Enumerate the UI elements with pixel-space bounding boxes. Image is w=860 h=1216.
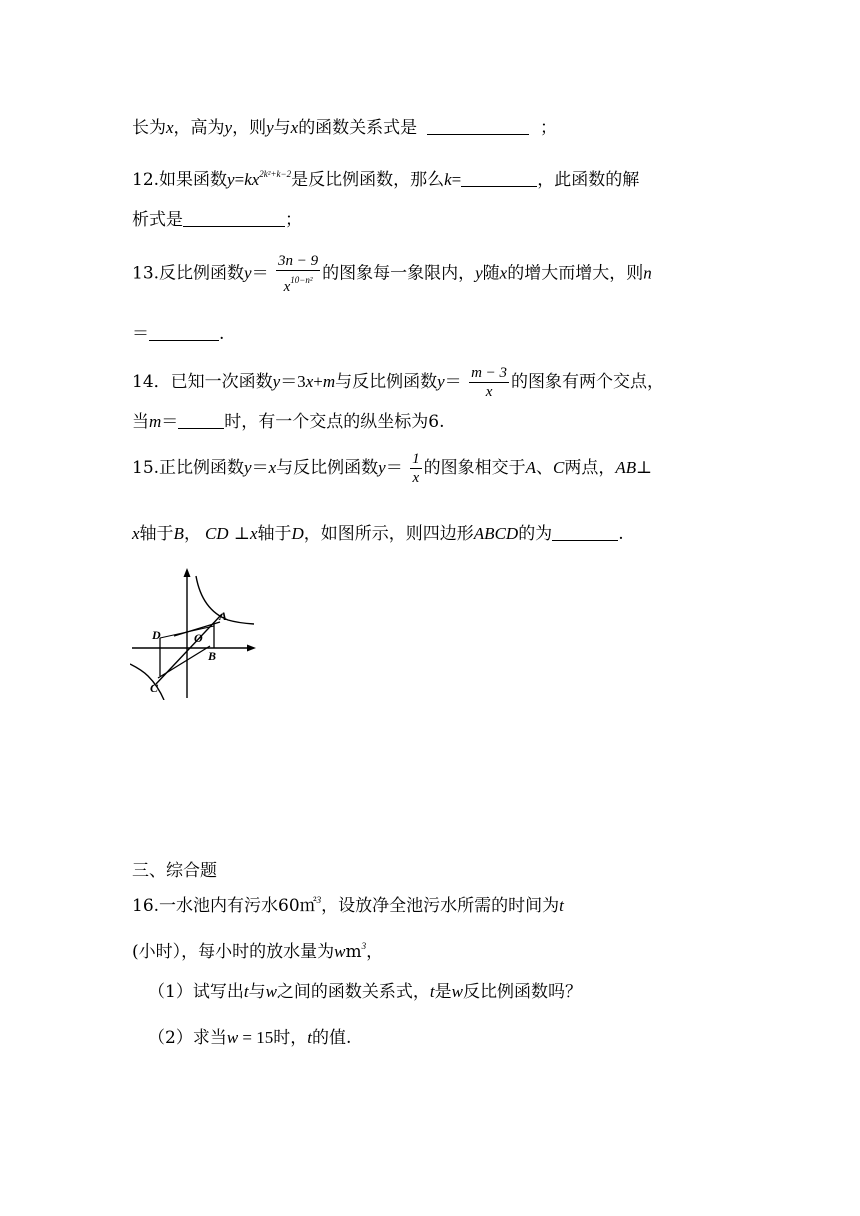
- question-16-part-2: （2）求当w = 15时，t的值.: [148, 1028, 352, 1048]
- segment-cb: [158, 646, 210, 678]
- answer-blank: [183, 210, 285, 227]
- question-12-cont: 析式是 ；: [132, 210, 302, 230]
- question-16-cont: (小时），每小时的放水量为$wm^3$，: [132, 941, 384, 962]
- x-axis-arrow: [247, 645, 256, 652]
- question-15-cont: x轴于B， CD ⊥x轴于D，如图所示，则四边形ABCD的为 .: [132, 524, 624, 544]
- question-16: 16.一水池内有污水60㎡$^3$，设放净全池污水所需的时间为t: [132, 895, 564, 916]
- label-d: D: [152, 628, 161, 642]
- answer-blank: [461, 170, 537, 187]
- answer-blank: [178, 412, 224, 429]
- label-c: C: [150, 681, 159, 695]
- hyperbola-figure: [130, 566, 260, 700]
- question-15: 15.正比例函数y＝x与反比例函数y＝ $\frac{1}{x}$ 的图象相交于A、C两点，AB⊥: [132, 451, 653, 486]
- question-12: 12.如果函数$y=kx^{2k^2+k-2}$是反比例函数，那么k= ，此函数的解: [132, 169, 640, 190]
- fraction: $\frac{3n - 9}{x^{10-n^2}}$: [278, 253, 319, 295]
- label-a: A: [219, 609, 228, 623]
- question-13-cont: ＝ .: [132, 324, 225, 344]
- question-13: 13.反比例函数y＝ $\frac{3n - 9}{x^{10-n^2}}$ 的图象每一象限内，y随x的增大而增大，则n: [132, 253, 652, 295]
- hyperbola-branch-lower: [130, 664, 164, 700]
- label-o: O: [194, 631, 203, 645]
- answer-blank: [552, 524, 618, 541]
- question-16-part-1: （1）试写出t与w之间的函数关系式，t是w反比例函数吗？: [148, 982, 582, 1002]
- question-14: 14．已知一次函数y＝3x+m与反比例函数y＝ $\frac{m - 3}{x}$ 的图象有两个交点，: [132, 365, 665, 400]
- label-b: B: [208, 649, 217, 663]
- section-heading: 三、综合题: [132, 861, 217, 881]
- line-top: 长为x，高为y，则y与x的函数关系式是 ；: [132, 118, 557, 138]
- fraction: $\frac{m - 3}{x}$: [471, 365, 508, 400]
- fraction: $\frac{1}{x}$: [412, 451, 420, 486]
- answer-blank: [427, 118, 529, 135]
- answer-blank: [149, 324, 219, 341]
- y-axis-arrow: [184, 568, 191, 577]
- question-14-cont: 当m＝ 时，有一个交点的纵坐标为6.: [132, 412, 445, 432]
